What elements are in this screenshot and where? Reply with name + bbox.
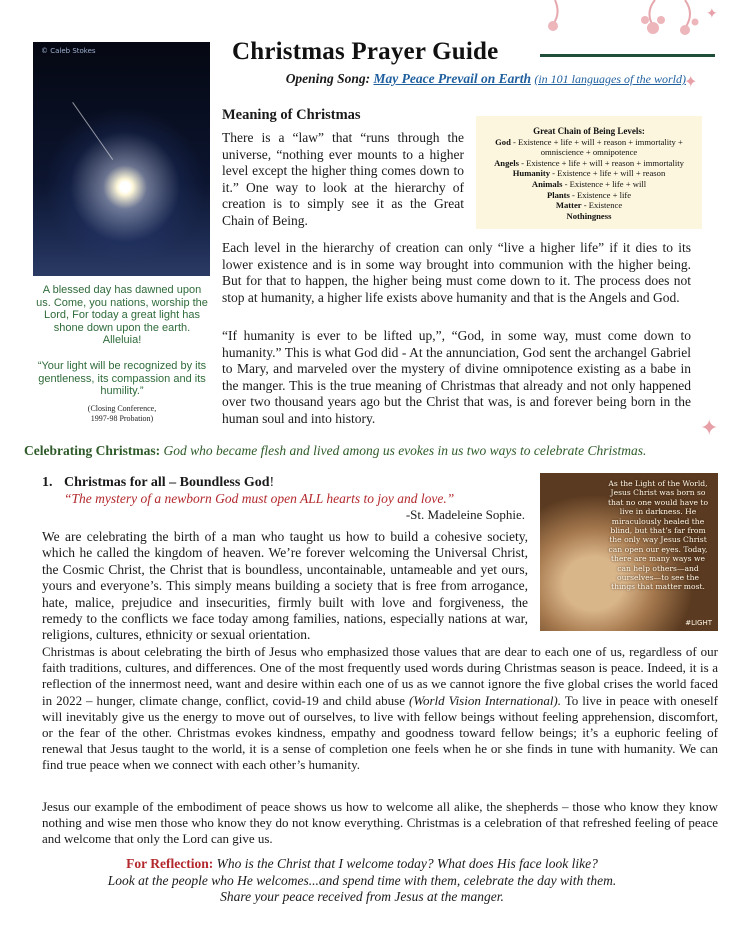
citation-line: (Closing Conference, xyxy=(87,404,157,413)
peace-source: (World Vision International). xyxy=(408,692,562,708)
great-chain-box xyxy=(476,116,702,229)
law-paragraph: There is a “law” that “runs through the universe, “nothing ever mounts to a higher level except the higher thing comes down to it.” One way to look at the hierarchy of creation is to simply see it as the Great Chain of Being. xyxy=(222,130,464,228)
song-title-link[interactable]: May Peace Prevail on Earth xyxy=(373,71,531,86)
reflection-label: For Reflection: xyxy=(126,856,214,871)
chain-level: God - Existence + life + will + reason + immortality + omniscience + omnipotence xyxy=(495,136,683,158)
chain-level: Humanity - Existence + life + will + reason xyxy=(512,168,666,179)
citation-line: 1997-98 Probation) xyxy=(90,414,154,423)
photo-tag: #LIGHT xyxy=(685,619,712,627)
reflection-block xyxy=(42,856,682,906)
jesus-example-paragraph: Jesus our example of the embodiment of peace shows us how to welcome all alike, the shepherds – those who know they know nothing and wise men those who know they do not know everything. Christmas is a celebration of that refreshed feeling of peace and welcome that only the Lord can give us. xyxy=(42,799,718,847)
chain-level: Nothingness xyxy=(566,210,612,221)
chain-level: Animals - Existence + life + will xyxy=(531,178,647,189)
baby-jesus-photo xyxy=(540,473,718,631)
sidebar-citation xyxy=(36,404,208,424)
opening-song xyxy=(200,71,686,87)
night-star-photo xyxy=(33,42,210,276)
reflection-line: For Reflection: Who is the Christ that I welcome today? What does His face look like? xyxy=(126,856,598,871)
sophie-quote-source: -St. Madeleine Sophie. xyxy=(405,507,525,522)
sparkle-icon: ✦ xyxy=(700,416,719,441)
section-heading-meaning: Meaning of Christmas xyxy=(222,107,361,123)
item-title-end: ! xyxy=(269,475,275,490)
celebrating-heading xyxy=(24,443,714,459)
meteor-streak xyxy=(72,102,113,160)
sidebar-quote-blessed-day: A blessed day has dawned upon us. Come, you nations, worship the Lord, For today a great light has shone down upon the earth. Alleluia! xyxy=(36,284,208,346)
opening-song-label: Opening Song: xyxy=(285,71,371,86)
chain-title: Great Chain of Being Levels: xyxy=(533,126,645,136)
photo-overlay-text: As the Light of the World, Jesus Christ was born so that no one would have to live in darkness. He miraculously healed the blind, but that’s far from the only way Jesus Christ can open our eyes. Today, there are many ways we can help others—and ourselves—to see the things that matter most. xyxy=(607,479,709,592)
humanity-paragraph: “If humanity is ever to be lifted up,”, “God, in some way, must come down to humanity.” This is what God did - At the annunciation, God sent the archangel Gabriel to Mary, and marveled over the mystery of divine omnipotence existing as a babe in the manger. This is the true meaning of Christmas that already and not only happened over two thousand years ago but the Christ that was, is and forever being born in the human soul and into history. xyxy=(222,328,691,426)
boundless-paragraph: We are celebrating the birth of a man who taught us how to build a cohesive society, which he called the kingdom of heaven. We’re forever welcoming the Universal Christ, the Cosmic Christ, the Christ that is boundless, uncontainable, untameable and yet ours, yours and everyone’s. This simply means building a society that is free from arrogance, hate, malice, prejudice and insecurities, firmly built with love and forgiveness, the remedy to the conflicts we face today among families, nations, especially nations at war, religions, cultures, ethnicity or sexual orientation. xyxy=(42,529,528,643)
chain-level: Plants - Existence + life xyxy=(546,189,632,200)
celebrating-label: Celebrating Christmas: xyxy=(24,443,161,458)
item-number: 1. xyxy=(42,475,53,490)
item-title: Christmas for all – Boundless God xyxy=(64,475,270,490)
celebrating-text: God who became flesh and lived among us evokes in us two ways to celebrate Christmas. xyxy=(163,443,647,458)
song-note-link[interactable]: (in 101 languages of the world) xyxy=(534,72,686,86)
chain-level: Angels - Existence + life + will + reason + immortality xyxy=(494,157,684,168)
sidebar-quote-light: “Your light will be recognized by its gentleness, its compassion and its humility.” xyxy=(37,360,207,397)
item-heading-boundless-god xyxy=(42,475,274,491)
title-divider xyxy=(540,54,715,57)
reflection-line: Share your peace received from Jesus at the manger. xyxy=(220,889,504,904)
hierarchy-paragraph: Each level in the hierarchy of creation can only “live a higher life” if it dies to its lower existence and is in some way brought into communion with the higher being. But for that to happen, the higher being must come down to it. The process does not stop at humanity, a higher life exists above humanity and that is the Angels and God. xyxy=(222,240,691,305)
chain-level: Matter - Existence xyxy=(555,200,623,211)
photo-credit: © Caleb Stokes xyxy=(41,47,96,55)
sparkle-icon: ✦ xyxy=(706,6,718,22)
page-title: Christmas Prayer Guide xyxy=(232,38,499,65)
ornament-decoration xyxy=(535,0,731,40)
peace-paragraph: Christmas is about celebrating the birth of Jesus who emphasized those values that are dear to each one of us, regardless of our faith traditions, cultures, and differences. One of the most frequently used words during Christmas season is peace. Indeed, it is a reflection of the innermost need, want and desire within each one of us as we cannot ignore the five global crises the world faced in 2022 – hunger, climate change, conflict, covid-19 and child abuse (World Vision International). To live in peace with oneself will inevitably give us the energy to move out of ourselves, to live with fellow beings without feeling apprehension, discomfort, or the fear of the other. Christmas evokes kindness, empathy and goodness toward fellow beings; it’s a euphoric feeling of renewal that Jesus taught to the world, it is a sense of completion one feels when he or she finds in tune with humanity. We can find true peace when we connect with each other’s humanity. xyxy=(42,644,718,773)
sparkle-icon: ✦ xyxy=(684,72,698,91)
sophie-quote: “The mystery of a newborn God must open ALL hearts to joy and love.” xyxy=(64,491,455,506)
reflection-line: Look at the people who He welcomes...and spend time with them, celebrate the day with them. xyxy=(107,872,617,888)
